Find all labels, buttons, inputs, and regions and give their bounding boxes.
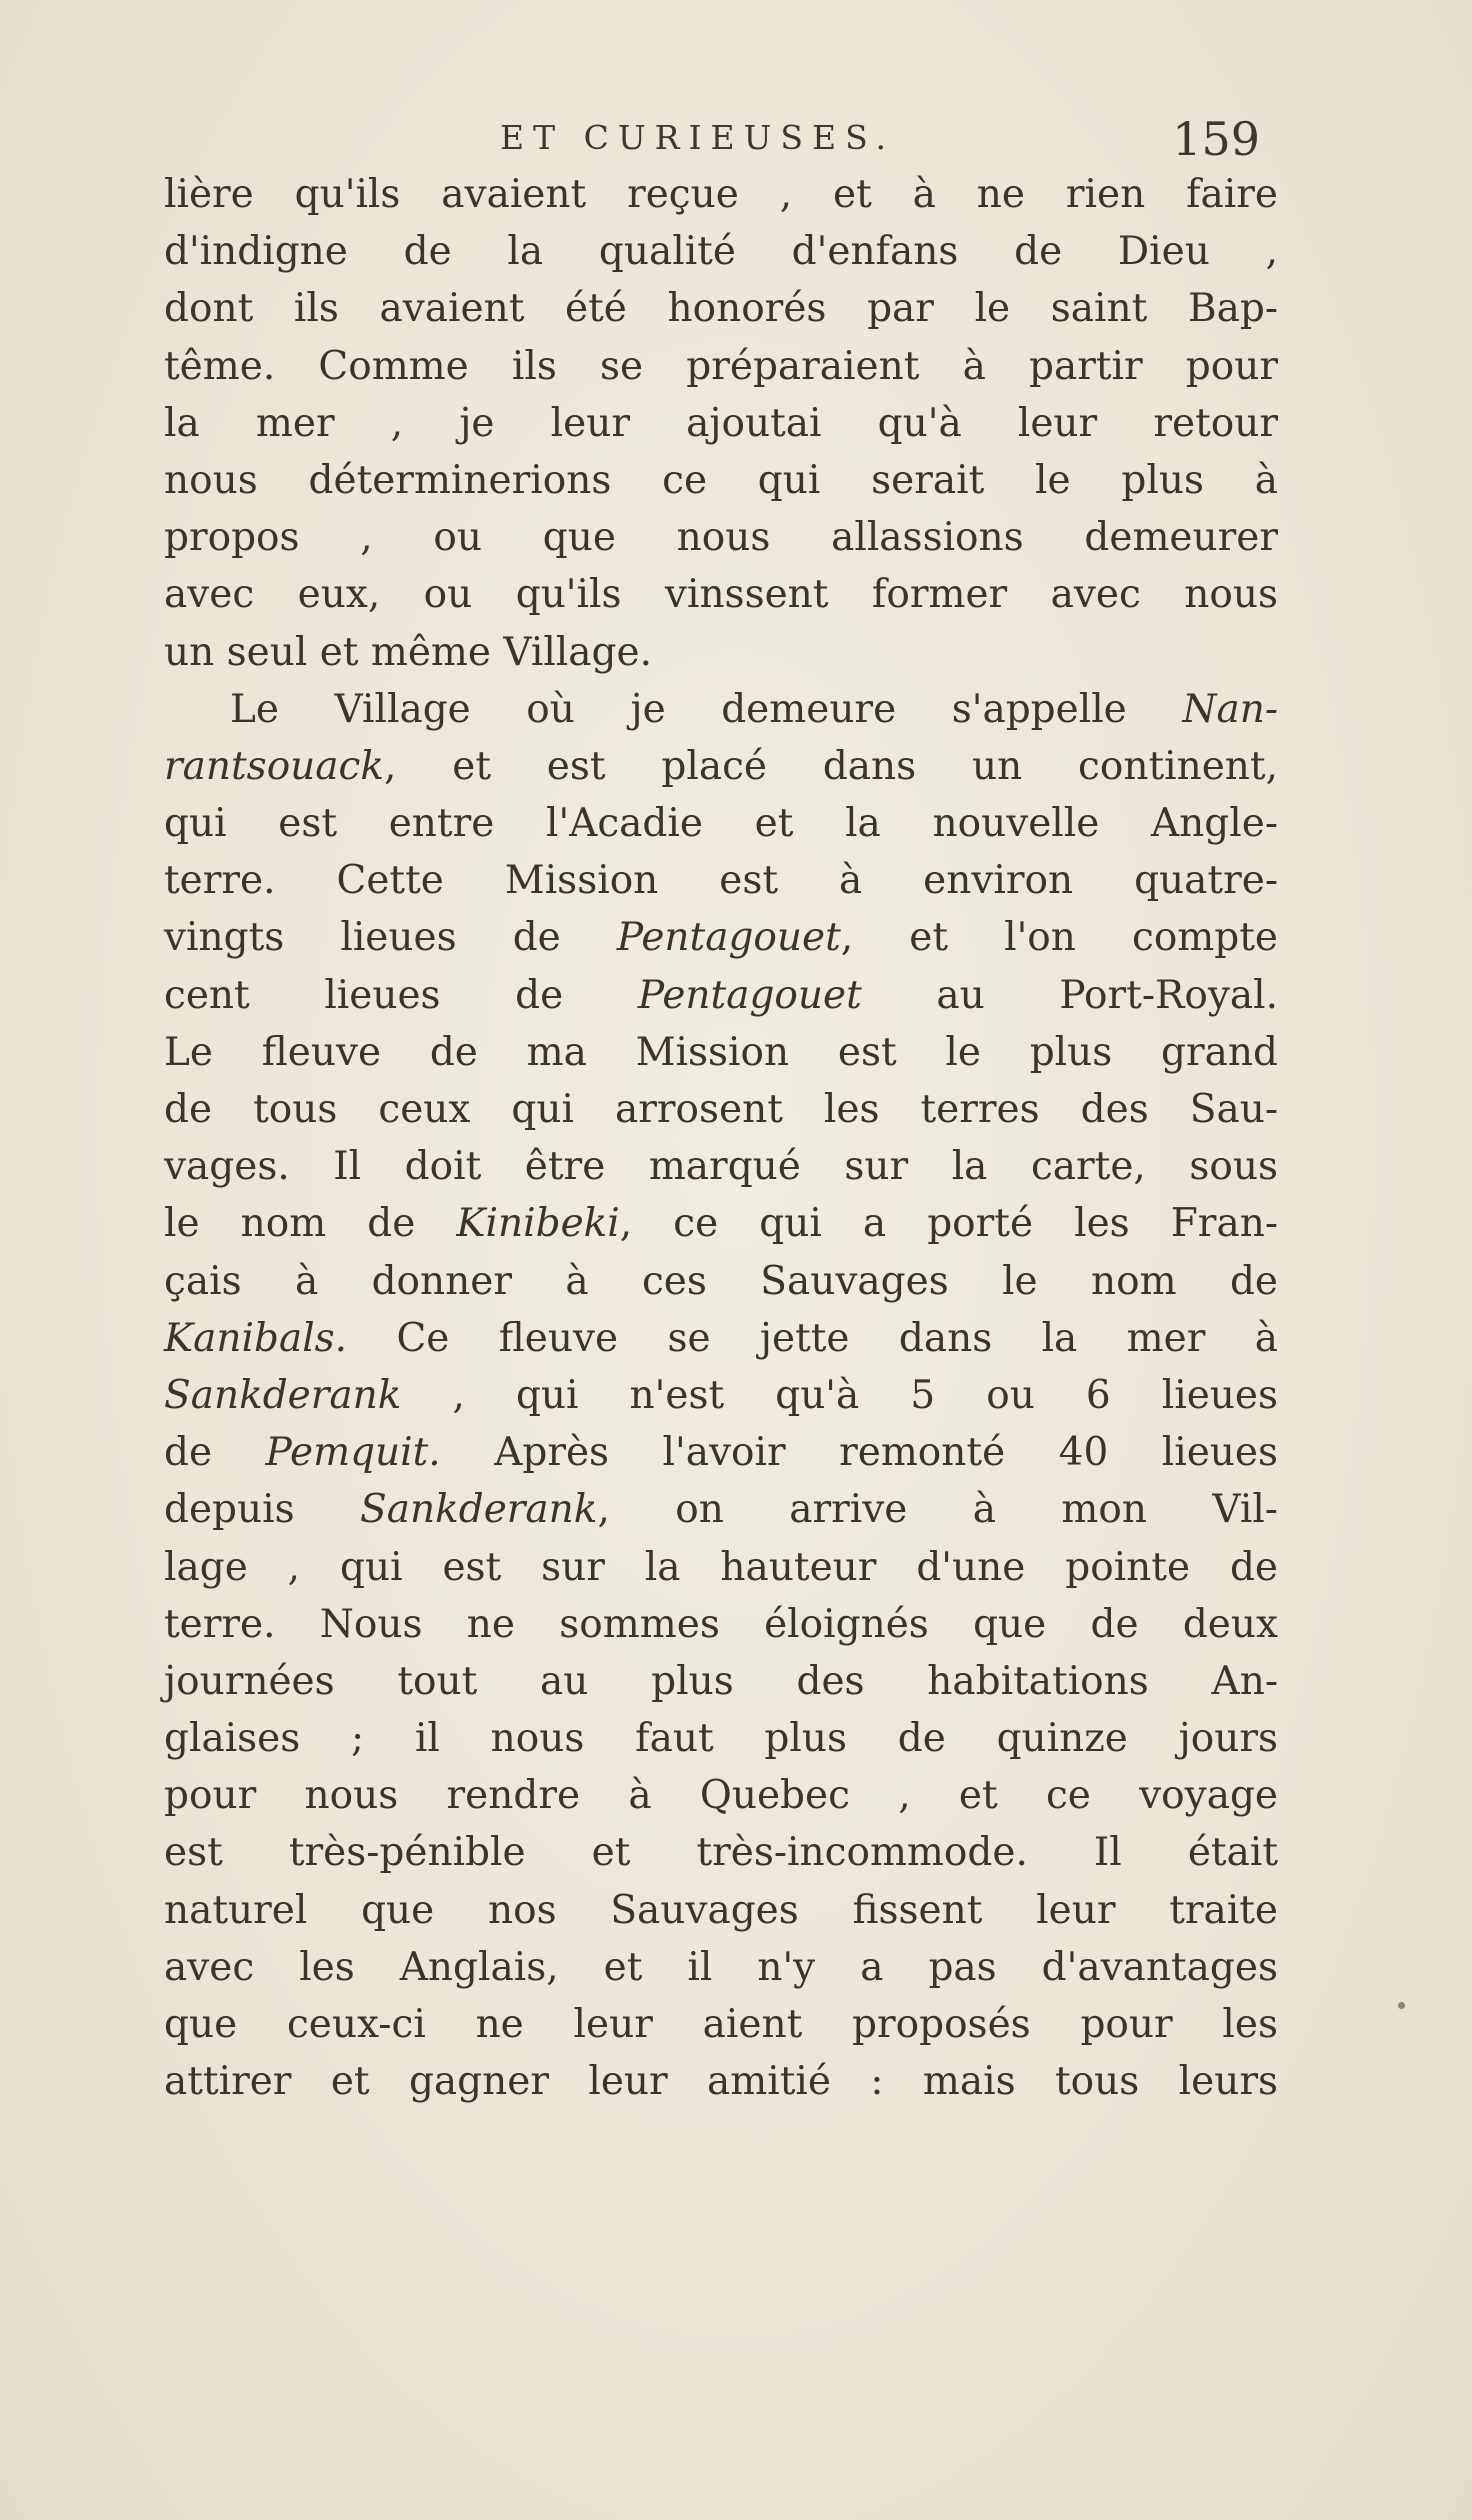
text-line	[164, 1767, 1278, 1824]
text-run: Ce fleuve se jette dans la mer à	[347, 1315, 1278, 1361]
text-run: un seul et même Village.	[164, 629, 652, 675]
text-line	[164, 280, 1278, 337]
text-line	[164, 1996, 1278, 2053]
text-line	[164, 681, 1278, 738]
text-line	[164, 1138, 1278, 1195]
italic-text: Kinibeki	[456, 1201, 620, 1247]
paper-speck	[1398, 2002, 1405, 2009]
text-run: dont ils avaient été honorés par le saint Bap-	[164, 286, 1278, 332]
text-run: le nom de	[164, 1201, 457, 1247]
text-run: , on arrive à mon Vil-	[597, 1487, 1278, 1533]
text-line	[164, 1424, 1278, 1481]
italic-text: Kanibals.	[164, 1315, 348, 1361]
text-line	[164, 1253, 1278, 1310]
text-line	[164, 1939, 1278, 1996]
italic-text: Sankderank	[360, 1487, 598, 1533]
text-run: vingts lieues de	[164, 915, 617, 961]
text-run: lière qu'ils avaient reçue , et à ne rien faire	[164, 172, 1278, 217]
text-line	[164, 2053, 1278, 2110]
text-run: glaises ; il nous faut plus de quinze jours	[164, 1716, 1278, 1762]
text-line	[164, 1596, 1278, 1653]
text-run: tême. Comme ils se préparaient à partir pour	[164, 343, 1278, 389]
text-run: naturel que nos Sauvages fissent leur traite	[164, 1887, 1278, 1933]
body-text	[164, 166, 1278, 2110]
italic-text: rantsouack	[164, 743, 385, 789]
text-line	[164, 795, 1278, 852]
text-line	[164, 1367, 1278, 1424]
text-line	[164, 1310, 1278, 1367]
text-run: attirer et gagner leur amitié : mais tous leurs	[164, 2059, 1278, 2105]
text-line	[164, 1824, 1278, 1881]
text-run: terre. Cette Mission est à environ quatre-	[164, 858, 1278, 904]
text-run: que ceux-ci ne leur aient proposés pour les	[164, 2002, 1278, 2047]
text-run: la mer , je leur ajoutai qu'à leur retour	[164, 400, 1278, 446]
text-run: pour nous rendre à Quebec , et ce voyage	[164, 1773, 1278, 1819]
text-line	[164, 566, 1278, 623]
text-run: Après l'avoir remonté 40 lieues	[440, 1430, 1278, 1476]
text-run: journées tout au plus des habitations An-	[164, 1658, 1278, 1704]
text-line	[164, 338, 1278, 395]
italic-text: Pentagouet	[637, 972, 862, 1018]
text-line	[164, 166, 1278, 223]
text-line	[164, 223, 1278, 280]
text-line	[164, 1081, 1278, 1138]
text-line	[164, 1481, 1278, 1538]
text-run: terre. Nous ne sommes éloignés que de deux	[164, 1601, 1278, 1647]
text-line	[164, 909, 1278, 966]
text-run: lage , qui est sur la hauteur d'une pointe de	[164, 1544, 1278, 1590]
text-run: , et l'on compte	[840, 915, 1278, 961]
text-line	[164, 967, 1278, 1024]
text-run: d'indigne de la qualité d'enfans de Dieu ,	[164, 229, 1278, 275]
italic-text: Pentagouet	[616, 915, 841, 961]
text-run: cent lieues de	[164, 972, 638, 1018]
text-run: avec eux, ou qu'ils vinssent former avec nous	[164, 572, 1278, 618]
text-line	[164, 852, 1278, 909]
text-line	[164, 509, 1278, 566]
running-title: ET CURIEUSES.	[500, 118, 896, 157]
text-line	[164, 1539, 1278, 1596]
italic-text: Pemquit.	[265, 1430, 441, 1476]
text-run: , et est placé dans un continent,	[384, 743, 1278, 789]
text-run: Le Village où je demeure s'appelle	[230, 686, 1183, 732]
text-run: au Port-Royal.	[861, 972, 1279, 1018]
text-line	[164, 452, 1278, 509]
text-run: qui est entre l'Acadie et la nouvelle Angle-	[164, 801, 1278, 847]
text-run: vages. Il doit être marqué sur la carte, sous	[164, 1144, 1278, 1190]
text-run: de	[164, 1430, 266, 1476]
italic-text: Sankderank	[164, 1372, 402, 1418]
text-run: , qui n'est qu'à 5 ou 6 lieues	[401, 1372, 1278, 1418]
text-run: propos , ou que nous allassions demeurer	[164, 515, 1278, 561]
text-run: est très-pénible et très-incommode. Il était	[164, 1830, 1278, 1876]
text-run: Le fleuve de ma Mission est le plus grand	[164, 1029, 1278, 1075]
text-line	[164, 395, 1278, 452]
text-run: avec les Anglais, et il n'y a pas d'avantages	[164, 1944, 1278, 1990]
text-run: nous déterminerions ce qui serait le plus à	[164, 457, 1278, 503]
page-number: 159	[1172, 112, 1260, 166]
text-line	[164, 624, 1278, 681]
text-run: çais à donner à ces Sauvages le nom de	[164, 1258, 1278, 1304]
text-line	[164, 1882, 1278, 1939]
text-run: , ce qui a porté les Fran-	[619, 1201, 1278, 1247]
text-line	[164, 1195, 1278, 1252]
text-run: de tous ceux qui arrosent les terres des Sau-	[164, 1087, 1278, 1132]
text-run: depuis	[164, 1487, 361, 1533]
text-line	[164, 1653, 1278, 1710]
text-line	[164, 1710, 1278, 1767]
text-line	[164, 1024, 1278, 1081]
text-line	[164, 738, 1278, 795]
italic-text: Nan-	[1182, 686, 1278, 732]
running-head	[500, 112, 1260, 168]
